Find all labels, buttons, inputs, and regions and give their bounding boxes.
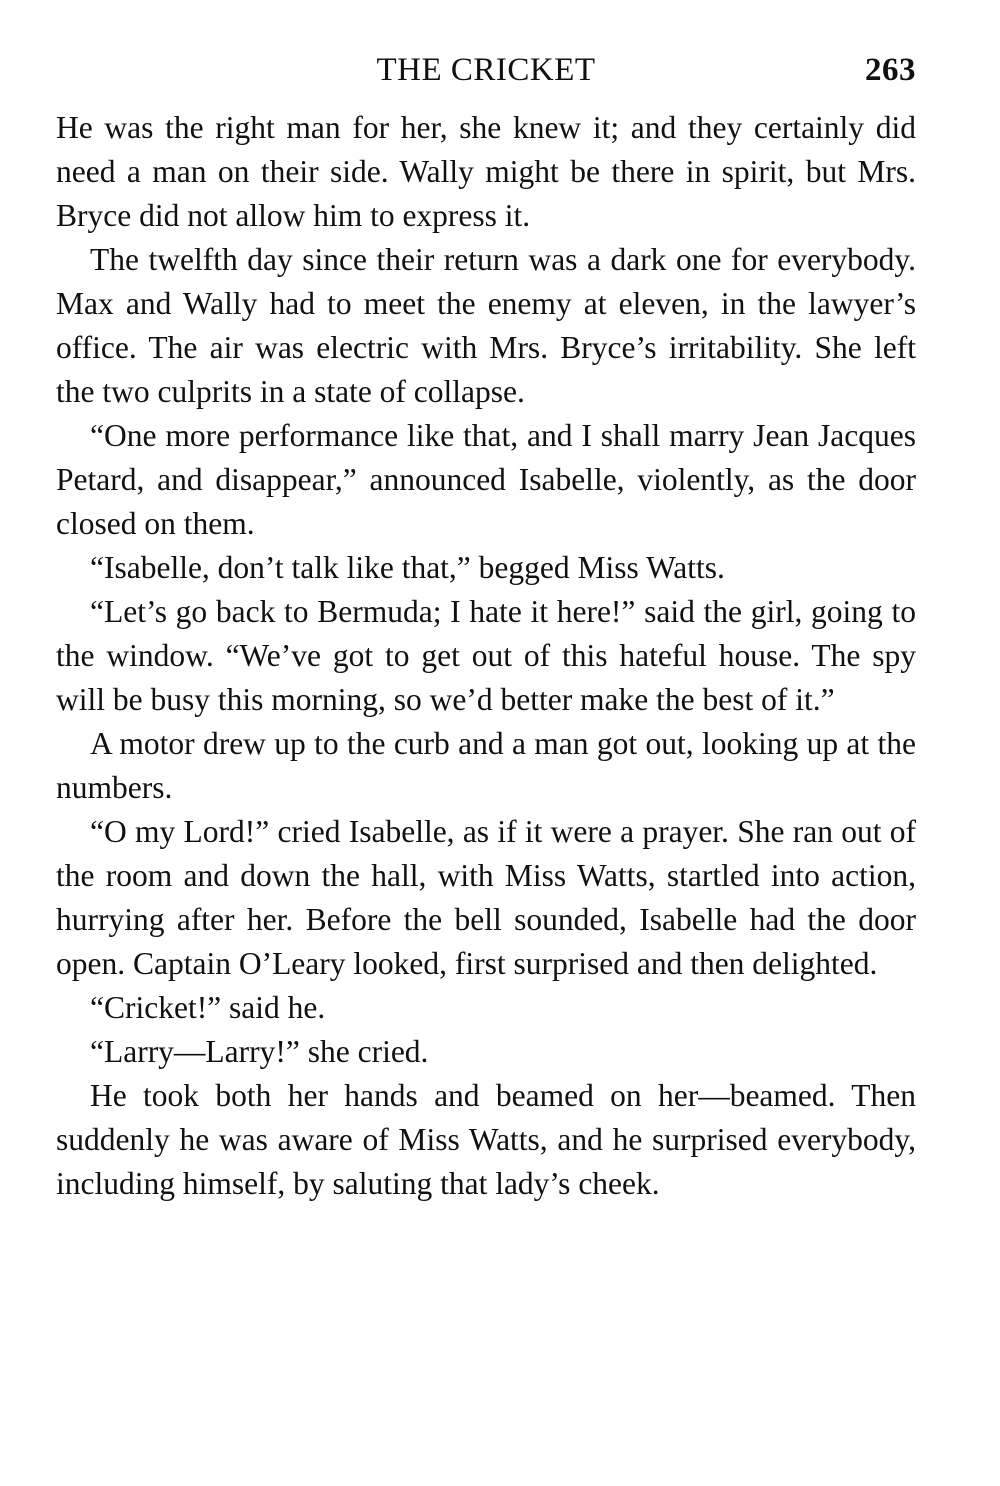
paragraph: The twelfth day since their return was a dark one for everybody. Max and Wally had to meet the enemy at eleven, in the lawyer’s office. The air was electric with Mrs. Bryce’s irritability. She left the two culprits in a state of collapse. xyxy=(56,242,916,409)
running-title: THE CRICKET xyxy=(376,52,596,88)
paragraph: “O my Lord!” cried Isabelle, as if it were a prayer. She ran out of the room and down the hall, with Miss Watts, startled into action, hurrying after her. Before the bell sounded, Isabelle had the door open. Captain O’Leary looked, first surprised and then delighted. xyxy=(56,814,916,981)
paragraph: A motor drew up to the curb and a man got out, looking up at the numbers. xyxy=(56,726,916,805)
paragraph: “Larry—Larry!” she cried. xyxy=(90,1034,429,1069)
paragraph: He took both her hands and beamed on her—beamed. Then suddenly he was aware of Miss Watts, and he surprised everybody, including himself, by saluting that lady’s cheek. xyxy=(56,1078,916,1201)
body-text xyxy=(56,106,916,1206)
book-page xyxy=(56,44,916,1206)
paragraph: “Cricket!” said he. xyxy=(90,990,326,1025)
running-head xyxy=(56,44,916,96)
paragraph: He was the right man for her, she knew it; and they certainly did need a man on their side. Wally might be there in spirit, but Mrs. Bryce did not allow him to express it. xyxy=(56,110,916,233)
paragraph: “One more performance like that, and I shall marry Jean Jacques Petard, and disappear,” announced Isabelle, violently, as the door closed on them. xyxy=(56,418,916,541)
paragraph: “Isabelle, don’t talk like that,” begged Miss Watts. xyxy=(90,550,725,585)
page-number: 263 xyxy=(865,52,916,88)
paragraph: “Let’s go back to Bermuda; I hate it here!” said the girl, going to the window. “We’ve got to get out of this hateful house. The spy will be busy this morning, so we’d better make the best of it.” xyxy=(56,594,916,717)
